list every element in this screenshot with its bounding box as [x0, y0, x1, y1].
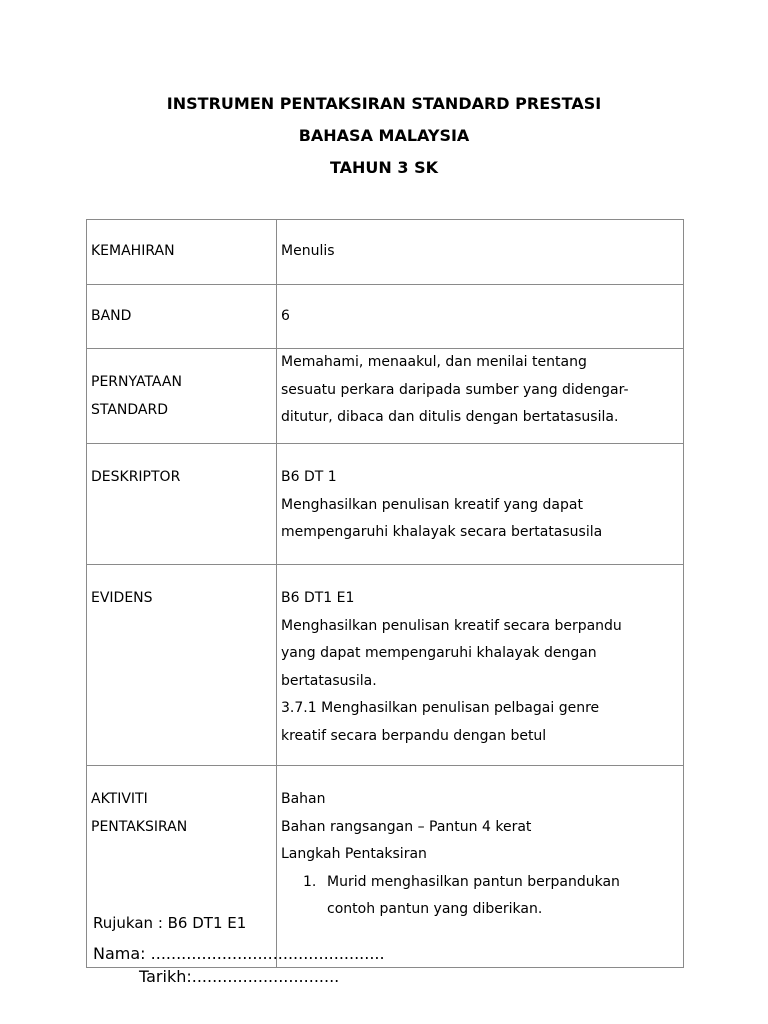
- list-number: 1.: [303, 873, 317, 890]
- table-row-pernyataan: [87, 349, 684, 444]
- value-text: yang dapat mempengaruhi khalayak dengan: [281, 645, 597, 661]
- label-pernyataan: [87, 349, 277, 444]
- doc-title-line3: TAHUN 3 SK: [329, 158, 439, 177]
- value-text: Langkah Pentaksiran: [281, 846, 427, 862]
- value-text: ditutur, dibaca dan ditulis dengan bertatasusila.: [281, 409, 619, 425]
- value-text: Menghasilkan penulisan kreatif yang dapat: [281, 496, 583, 513]
- value-text: sesuatu perkara daripada sumber yang didengar-: [281, 381, 629, 398]
- value-deskriptor: [277, 444, 684, 565]
- label-kemahiran: [87, 220, 277, 285]
- value-text: contoh pantun yang diberikan.: [327, 901, 543, 917]
- value-text: B6 DT 1: [281, 469, 337, 485]
- label-deskriptor: [87, 444, 277, 565]
- label-text: PERNYATAAN: [91, 374, 182, 390]
- value-kemahiran: [277, 220, 684, 285]
- value-text: 3.7.1 Menghasilkan penulisan pelbagai genre: [281, 700, 600, 716]
- value-text: Memahami, menaakul, dan menilai tentang: [281, 354, 587, 370]
- value-text: Bahan: [281, 791, 326, 807]
- doc-title-line2: BAHASA MALAYSIA: [298, 126, 470, 145]
- value-text: mempengaruhi khalayak secara bertatasusila: [281, 524, 603, 540]
- value-text: 6: [281, 308, 290, 324]
- label-text: KEMAHIRAN: [91, 243, 175, 259]
- nama-field: Nama: ..............................................: [93, 944, 385, 963]
- label-text: STANDARD: [91, 401, 169, 418]
- value-evidens: [277, 565, 684, 766]
- label-aktiviti: [87, 766, 277, 968]
- value-text: Murid menghasilkan pantun berpandukan: [327, 873, 620, 890]
- table-row-deskriptor: [87, 444, 684, 565]
- tarikh-field: Tarikh:.............................: [139, 967, 340, 986]
- table-row-kemahiran: [87, 220, 684, 285]
- value-text: bertatasusila.: [281, 672, 377, 689]
- table-row-aktiviti: [87, 766, 684, 968]
- value-text: Menulis: [281, 243, 335, 259]
- value-pernyataan: [277, 349, 684, 444]
- value-text: B6 DT1 E1: [281, 590, 355, 606]
- list-text: [303, 869, 679, 924]
- value-aktiviti: [277, 766, 684, 968]
- value-text: Bahan rangsangan – Pantun 4 kerat: [281, 818, 532, 835]
- list-item: [281, 869, 679, 924]
- assessment-table: [86, 219, 684, 968]
- value-text: Menghasilkan penulisan kreatif secara berpandu: [281, 617, 622, 634]
- value-text: kreatif secara berpandu dengan betul: [281, 727, 547, 744]
- doc-title-line1: INSTRUMEN PENTAKSIRAN STANDARD PRESTASI: [166, 94, 602, 113]
- table-row-band: [87, 285, 684, 349]
- label-evidens: [87, 565, 277, 766]
- rujukan-text: Rujukan : B6 DT1 E1: [93, 914, 247, 932]
- label-text: EVIDENS: [91, 590, 153, 606]
- label-text: DESKRIPTOR: [91, 469, 181, 485]
- label-text: AKTIVITI: [91, 791, 148, 807]
- label-text: PENTAKSIRAN: [91, 818, 188, 835]
- label-text: BAND: [91, 308, 132, 324]
- label-band: [87, 285, 277, 349]
- table-row-evidens: [87, 565, 684, 766]
- value-band: [277, 285, 684, 349]
